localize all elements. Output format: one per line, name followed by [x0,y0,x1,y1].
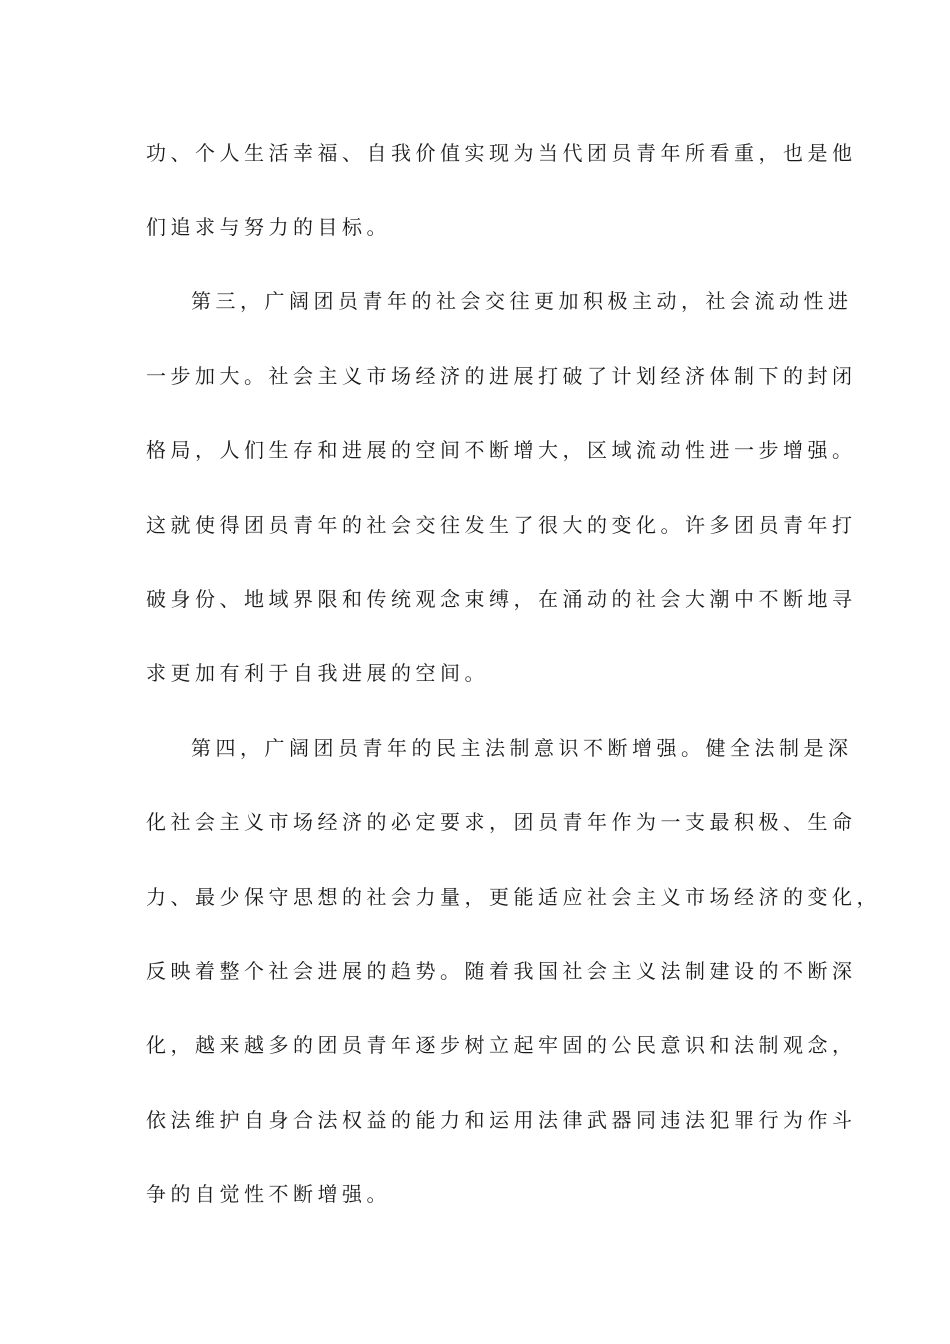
text-line-2: 们追求与努力的目标。 [146,215,391,239]
text-line-15: 争的自觉性不断增强。 [146,1182,391,1206]
text-line-5: 格局，人们生存和进展的空间不断增大，区域流动性进一步增强。 [146,438,857,462]
text-line-14: 依法维护自身合法权益的能力和运用法律武器同违法犯罪行为作斗 [146,1108,857,1132]
text-line-7: 破身份、地域界限和传统观念束缚，在涌动的社会大潮中不断地寻 [146,587,857,611]
text-line-8: 求更加有利于自我进展的空间。 [146,661,489,685]
text-line-13: 化，越来越多的团员青年逐步树立起牢固的公民意识和法制观念， [146,1033,857,1057]
text-line-4: 一步加大。社会主义市场经济的进展打破了计划经济体制下的封闭 [146,364,857,388]
text-line-1: 功、个人生活幸福、自我价值实现为当代团员青年所看重，也是他 [146,141,857,165]
text-line-6: 这就使得团员青年的社会交往发生了很大的变化。许多团员青年打 [146,513,857,537]
text-line-9: 第四，广阔团员青年的民主法制意识不断增强。健全法制是深 [191,736,853,760]
text-line-12: 反映着整个社会进展的趋势。随着我国社会主义法制建设的不断深 [146,959,857,983]
text-line-3: 第三，广阔团员青年的社会交往更加积极主动，社会流动性进 [191,289,853,313]
text-line-11: 力、最少保守思想的社会力量，更能适应社会主义市场经济的变化， [146,885,881,909]
text-line-10: 化社会主义市场经济的必定要求，团员青年作为一支最积极、生命 [146,810,857,834]
